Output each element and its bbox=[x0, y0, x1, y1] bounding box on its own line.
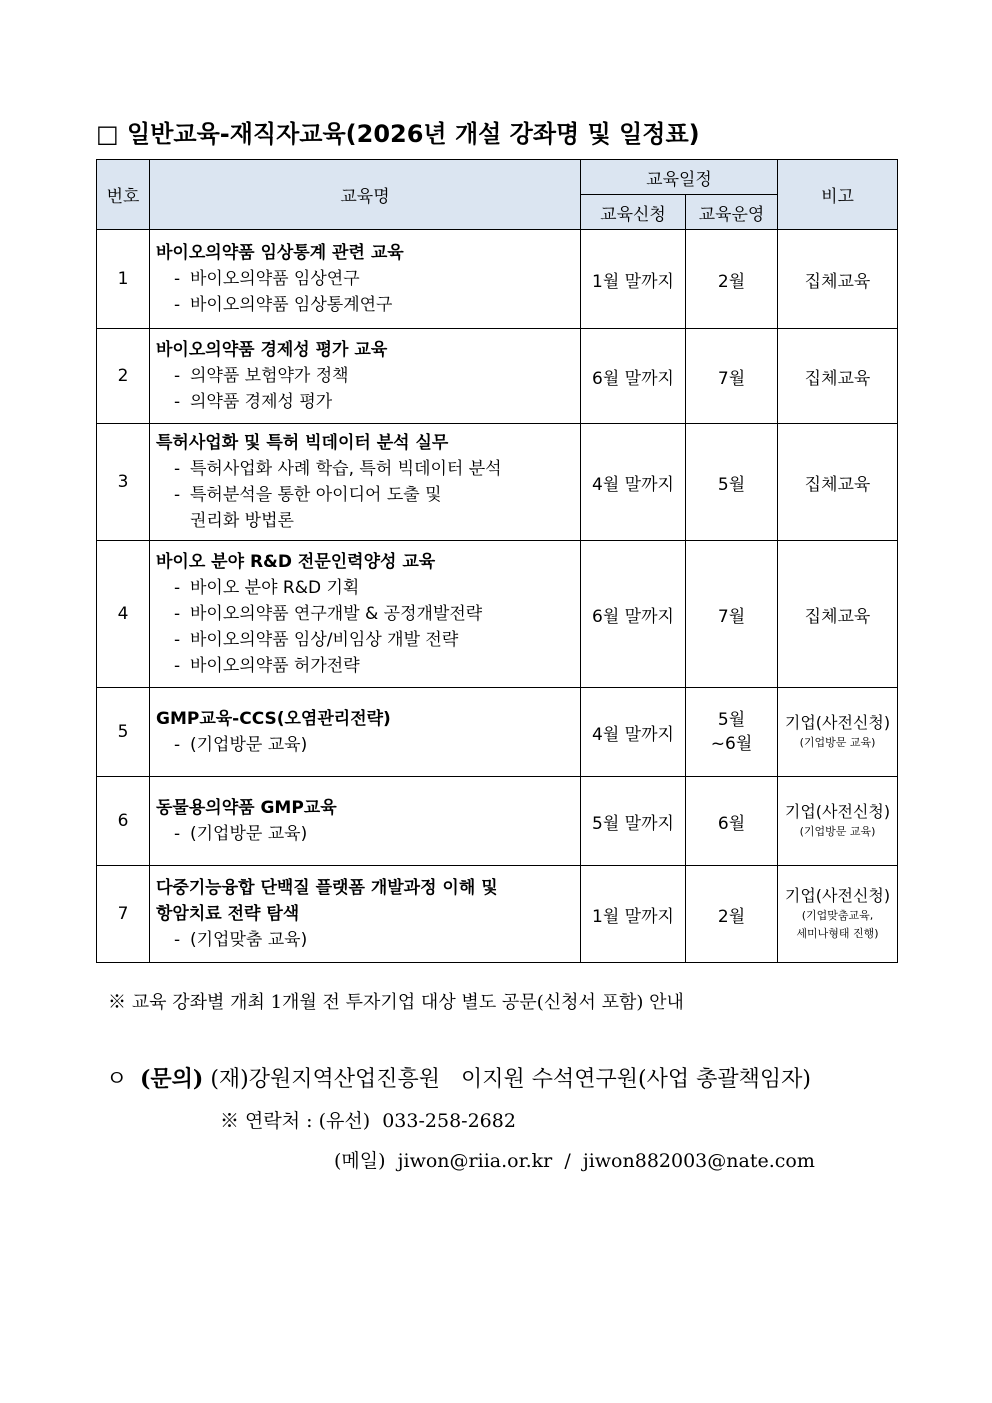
table-row bbox=[97, 541, 898, 688]
remark-sub: (기업방문 교육) bbox=[799, 825, 876, 838]
page-title: □ 일반교육-재직자교육(2026년 개설 강좌명 및 일정표) bbox=[96, 120, 700, 148]
remark-cell bbox=[778, 866, 898, 963]
course-item: - (기업방문 교육) bbox=[174, 824, 308, 844]
contact-label: (문의) bbox=[140, 1066, 204, 1092]
course-item: - 의약품 보험약가 정책 bbox=[174, 366, 349, 386]
course-cell bbox=[150, 777, 581, 866]
course-item: - 특허분석을 통한 아이디어 도출 및 bbox=[174, 485, 442, 505]
mail-address-1[interactable]: jiwon@riia.or.kr bbox=[397, 1150, 553, 1172]
phone-number: 033-258-2682 bbox=[382, 1110, 516, 1132]
row-number: 1 bbox=[97, 230, 150, 329]
course-title: 동물용의약품 GMP교육 bbox=[156, 798, 337, 818]
bullet-icon: ㅇ bbox=[106, 1067, 128, 1092]
course-cell bbox=[150, 424, 581, 541]
row-number: 3 bbox=[97, 424, 150, 541]
contact-org: (재)강원지역산업진흥원 bbox=[210, 1067, 441, 1092]
course-item: - 특허사업화 사례 학습, 특허 빅데이터 분석 bbox=[174, 459, 502, 479]
remark-sub: (기업방문 교육) bbox=[799, 736, 876, 749]
course-cell bbox=[150, 688, 581, 777]
header-no: 번호 bbox=[97, 160, 150, 230]
apply-cell: 4월 말까지 bbox=[581, 424, 686, 541]
operate-cell: 2월 bbox=[686, 230, 778, 329]
course-title: 특허사업화 및 특허 빅데이터 분석 실무 bbox=[156, 433, 449, 453]
apply-cell: 4월 말까지 bbox=[581, 688, 686, 777]
course-item: - 의약품 경제성 평가 bbox=[174, 392, 333, 412]
contact-line bbox=[106, 1062, 811, 1093]
course-title: 바이오 분야 R&D 전문인력양성 교육 bbox=[156, 552, 436, 572]
remark-sub: (기업맞춤교육, bbox=[801, 909, 874, 922]
course-title: 바이오의약품 임상통계 관련 교육 bbox=[156, 243, 404, 263]
remark-main: 기업(사전신청) bbox=[784, 713, 891, 732]
remark-cell: 집체교육 bbox=[778, 541, 898, 688]
course-item: - (기업맞춤 교육) bbox=[174, 930, 308, 950]
header-apply: 교육신청 bbox=[581, 195, 686, 230]
phone-line bbox=[220, 1106, 516, 1133]
remark-cell bbox=[778, 777, 898, 866]
remark-cell: 집체교육 bbox=[778, 329, 898, 424]
remark-cell bbox=[778, 688, 898, 777]
remark-sub: 세미나형태 진행) bbox=[796, 927, 879, 940]
course-cell bbox=[150, 866, 581, 963]
course-cell bbox=[150, 541, 581, 688]
course-title: 다중기능융합 단백질 플랫폼 개발과정 이해 및 bbox=[156, 878, 498, 898]
course-title: GMP교육-CCS(오염관리전략) bbox=[156, 709, 391, 729]
header-operate: 교육운영 bbox=[686, 195, 778, 230]
header-remark: 비고 bbox=[778, 160, 898, 230]
operate-cell: 7월 bbox=[686, 541, 778, 688]
course-cell bbox=[150, 329, 581, 424]
remark-cell: 집체교육 bbox=[778, 424, 898, 541]
header-row bbox=[97, 160, 898, 195]
course-item: - 바이오의약품 허가전략 bbox=[174, 656, 360, 676]
remark-main: 기업(사전신청) bbox=[784, 802, 891, 821]
apply-cell: 6월 말까지 bbox=[581, 541, 686, 688]
notice-text: ※ 교육 강좌별 개최 1개월 전 투자기업 대상 별도 공문(신청서 포함) 안내 bbox=[108, 992, 684, 1013]
row-number: 4 bbox=[97, 541, 150, 688]
remark-cell: 집체교육 bbox=[778, 230, 898, 329]
mail-address-2[interactable]: jiwon882003@nate.com bbox=[582, 1150, 815, 1172]
apply-cell: 1월 말까지 bbox=[581, 866, 686, 963]
operate-cell: 2월 bbox=[686, 866, 778, 963]
course-title: 바이오의약품 경제성 평가 교육 bbox=[156, 340, 388, 360]
table-row bbox=[97, 230, 898, 329]
apply-cell: 1월 말까지 bbox=[581, 230, 686, 329]
table-row bbox=[97, 424, 898, 541]
row-number: 6 bbox=[97, 777, 150, 866]
operate-line: ~6월 bbox=[710, 734, 753, 754]
course-item: - 바이오의약품 임상통계연구 bbox=[174, 295, 393, 315]
course-cell bbox=[150, 230, 581, 329]
table-row bbox=[97, 777, 898, 866]
header-schedule: 교육일정 bbox=[581, 160, 778, 195]
table-row bbox=[97, 866, 898, 963]
course-item: - 바이오 분야 R&D 기획 bbox=[174, 578, 360, 598]
schedule-table bbox=[96, 159, 898, 963]
operate-line: 5월 bbox=[717, 710, 746, 730]
apply-cell: 5월 말까지 bbox=[581, 777, 686, 866]
table-row bbox=[97, 688, 898, 777]
operate-cell: 5월 bbox=[686, 424, 778, 541]
operate-cell: 7월 bbox=[686, 329, 778, 424]
contact-person: 이지원 수석연구원(사업 총괄책임자) bbox=[461, 1067, 811, 1092]
mail-label: (메일) bbox=[334, 1150, 386, 1172]
operate-cell: 6월 bbox=[686, 777, 778, 866]
row-number: 7 bbox=[97, 866, 150, 963]
row-number: 2 bbox=[97, 329, 150, 424]
header-name: 교육명 bbox=[150, 160, 581, 230]
apply-cell: 6월 말까지 bbox=[581, 329, 686, 424]
course-item: - 바이오의약품 연구개발 & 공정개발전략 bbox=[174, 604, 483, 624]
mail-line bbox=[334, 1146, 815, 1173]
course-title-line2: 항암치료 전략 탐색 bbox=[156, 904, 300, 924]
course-item: - 바이오의약품 임상/비임상 개발 전략 bbox=[174, 630, 459, 650]
course-item-continued: 권리화 방법론 bbox=[190, 511, 294, 531]
mail-separator: / bbox=[564, 1150, 571, 1172]
phone-label: ※ 연락처 : (유선) bbox=[220, 1110, 371, 1132]
table-row bbox=[97, 329, 898, 424]
operate-cell bbox=[686, 688, 778, 777]
course-item: - (기업방문 교육) bbox=[174, 735, 308, 755]
course-item: - 바이오의약품 임상연구 bbox=[174, 269, 360, 289]
remark-main: 기업(사전신청) bbox=[784, 886, 891, 905]
row-number: 5 bbox=[97, 688, 150, 777]
